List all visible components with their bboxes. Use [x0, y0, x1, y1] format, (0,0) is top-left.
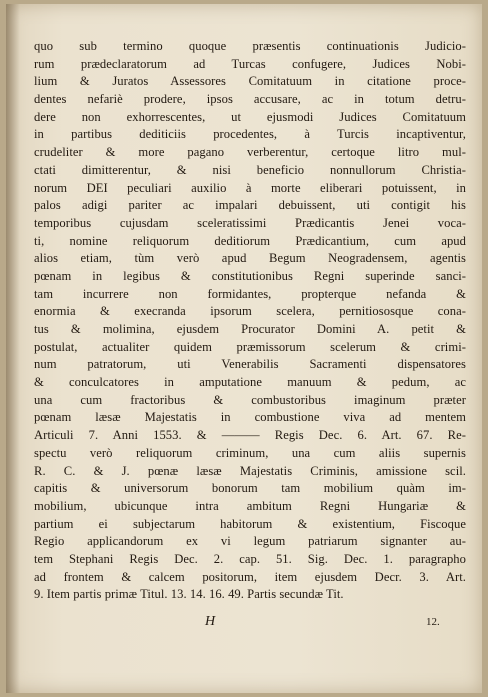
text-line: pœnam in legibus & constitutionibus Regni superinde sanci-: [34, 268, 466, 283]
text-line: tus & molimina, ejusdem Procurator Domini A. petit &: [34, 322, 466, 336]
page-gutter-shadow: [6, 4, 20, 693]
text-line: ti, nomine reliquorum deditiorum Prædicantium, cum apud: [34, 233, 466, 248]
document-page: [6, 4, 482, 693]
text-line: ad frontem & calcem positorum, item ejusdem Decr. 3. Art.: [34, 569, 466, 584]
text-line: dentes nefariè prodere, ipsos accusare, ac in totum detru-: [34, 92, 466, 107]
text-line: Articuli 7. Anni 1553. & ——— Regis Dec. 6. Art. 67. Re-: [34, 428, 466, 443]
text-line: num patratorum, uti Venerabilis Sacramenti dispensatores: [34, 357, 466, 372]
page-footer: [6, 614, 482, 634]
text-line: temporibus cujusdam sceleratissimi Prædicantis Jenei voca-: [34, 215, 466, 230]
catchword: 12.: [426, 616, 440, 628]
text-line: una cum fractoribus & combustoribus imaginum præter: [34, 392, 466, 407]
text-line: Regio applicandorum ex vi legum patriarum signanter au-: [34, 534, 466, 549]
text-line: spectu verò reliquorum criminum, una cum aliis supernis: [34, 445, 466, 460]
text-line: alios etiam, tùm verò apud Begum Neogradensem, agentis: [34, 251, 466, 266]
text-line: & conculcatores in amputatione manuum & pedum, ac: [34, 375, 466, 390]
text-line: 9. Item partis primæ Titul. 13. 14. 16. 49. Partis secundæ Tit.: [34, 587, 344, 602]
text-line: partium ei subjectarum habitorum & existentium, Fiscoque: [34, 516, 466, 531]
text-line: tem Stephani Regis Dec. 2. cap. 51. Sig. Dec. 1. paragrapho: [34, 551, 466, 566]
text-line: rum prædeclaratorum ad Turcas confugere, Judices Nobi-: [34, 56, 466, 71]
text-line: lium & Juratos Assessores Comitatuum in citatione proce-: [34, 74, 466, 89]
text-line: pœnam læsæ Majestatis in combustione viva ad mentem: [34, 410, 466, 425]
text-line: dere non exhorrescentes, ut ejusmodi Judices Comitatuum: [34, 109, 466, 124]
text-line: ctati dimitterentur, & nisi beneficio nonnullorum Christia-: [34, 162, 466, 177]
text-line: palos adigi pariter ac impalari debuissent, uti contigit his: [34, 198, 466, 213]
text-line: R. C. & J. pœnæ læsæ Majestatis Criminis, amissione scil.: [34, 463, 466, 478]
text-line: enormia & execranda ipsorum scelera, pernitiososque cona-: [34, 304, 466, 319]
text-line: crudeliter & more pagano verberentur, certoque litro mul-: [34, 145, 466, 160]
text-line: quo sub termino quoque præsentis continuationis Judicio-: [34, 39, 466, 53]
text-line: in partibus dediticiis procedentes, à Turcis incaptiventur,: [34, 127, 466, 142]
signature-mark: H: [205, 614, 216, 629]
text-line: postulat, actualiter quidem præmissorum scelerum & crimi-: [34, 339, 466, 354]
text-line: tam incurrere non formidantes, propterque nefanda &: [34, 286, 466, 301]
body-text: [34, 38, 466, 604]
text-line: norum DEI peculiari auxilio à morte eliberari potuissent, in: [34, 180, 466, 195]
text-line: mobilium, ubicunque intra ambitum Regni Hungariæ &: [34, 498, 466, 513]
text-line: capitis & universorum bonorum tam mobilium quàm im-: [34, 481, 466, 496]
